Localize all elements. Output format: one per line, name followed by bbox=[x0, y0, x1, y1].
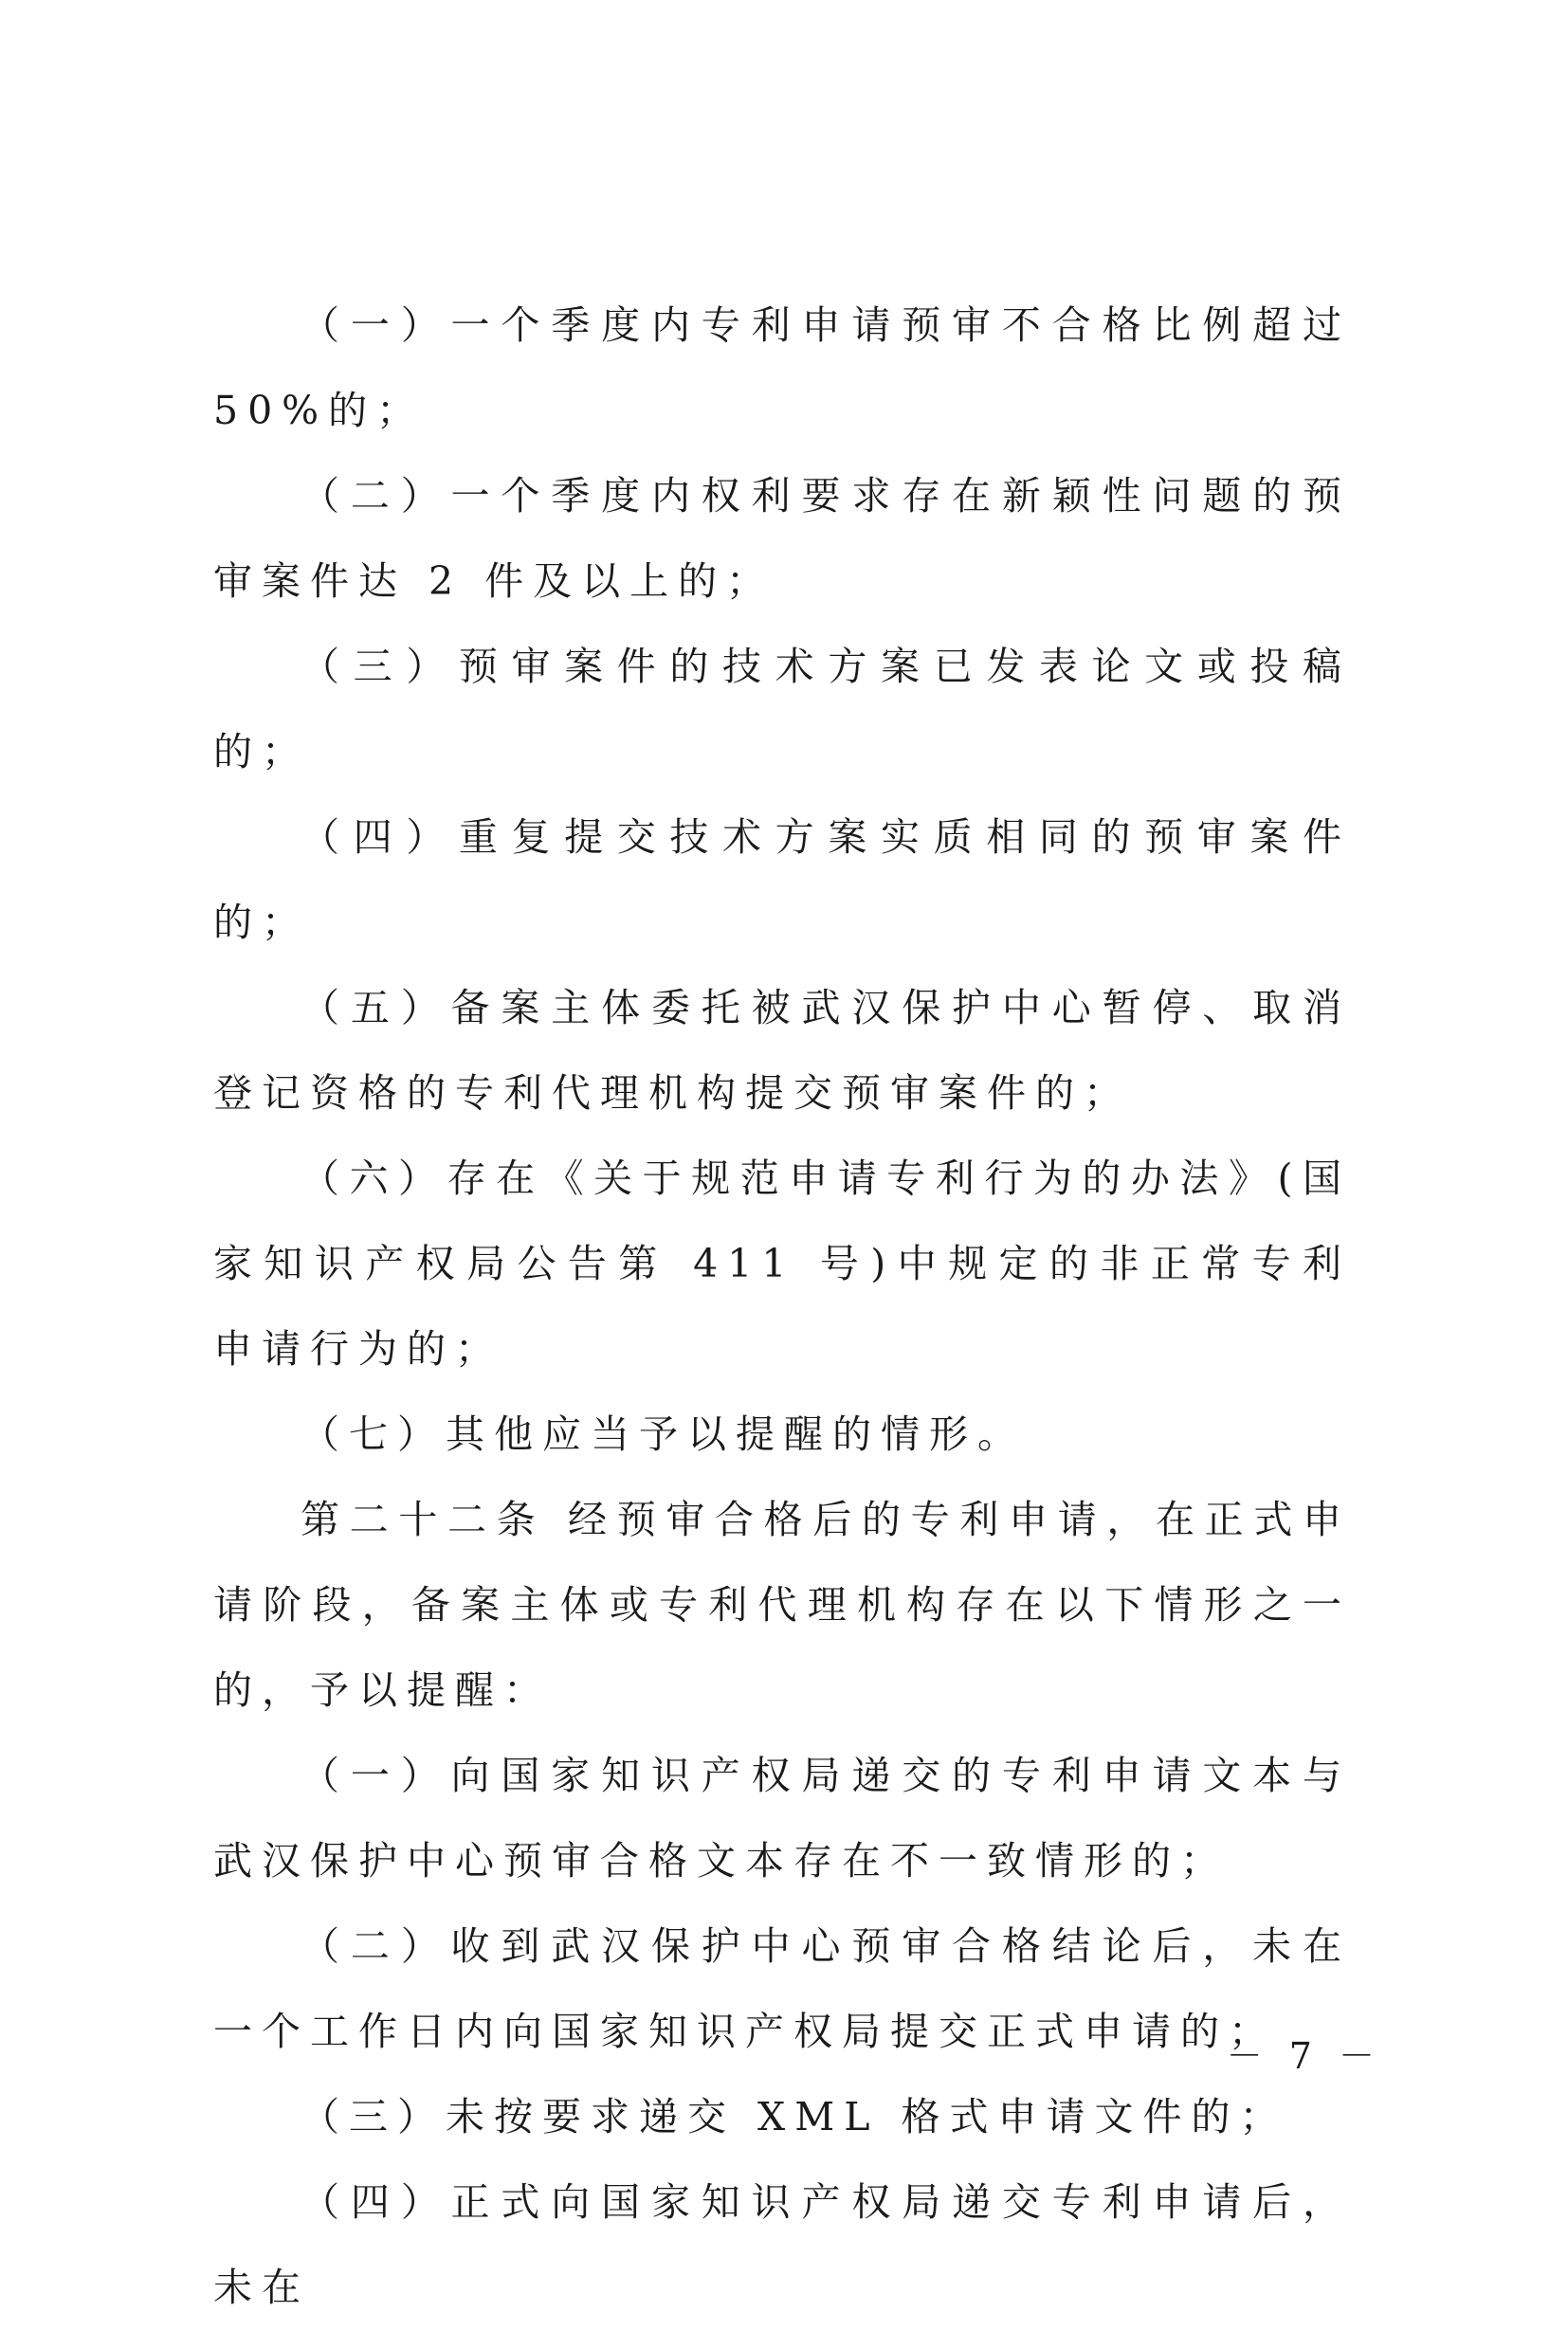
paragraph-item-1: （一）一个季度内专利申请预审不合格比例超过 50%的； bbox=[213, 302, 1351, 433]
page-number: － 7 － bbox=[1226, 2035, 1382, 2077]
paragraph-item-5: （五）备案主体委托被武汉保护中心暂停、取消登记资格的专利代理机构提交预审案件的； bbox=[213, 985, 1351, 1116]
paragraph-item-3: （三）预审案件的技术方案已发表论文或投稿的； bbox=[213, 644, 1351, 774]
paragraph-item-2: （二）一个季度内权利要求存在新颖性问题的预审案件达 2 件及以上的； bbox=[213, 473, 1351, 604]
paragraph-item-11: （三）未按要求递交 XML 格式申请文件的； bbox=[301, 2094, 1288, 2139]
paragraph-item-9: （一）向国家知识产权局递交的专利申请文本与武汉保护中心预审合格文本存在不一致情形的； bbox=[213, 1753, 1351, 1884]
paragraph-item-12: （四）正式向国家知识产权局递交专利申请后，未在 bbox=[213, 2179, 1351, 2310]
document-body bbox=[213, 282, 1351, 2330]
paragraph-item-6: （六）存在《关于规范申请专利行为的办法》(国家知识产权局公告第 411 号)中规定的非正常专利申请行为的； bbox=[213, 1156, 1351, 1372]
article-22-heading-paragraph: 第二十二条 经预审合格后的专利申请，在正式申请阶段，备案主体或专利代理机构存在以下情形之一的，予以提醒： bbox=[213, 1497, 1351, 1713]
paragraph-item-7: （七）其他应当予以提醒的情形。 bbox=[301, 1411, 1026, 1457]
paragraph-item-4: （四）重复提交技术方案实质相同的预审案件的； bbox=[213, 814, 1351, 945]
paragraph-item-10: （二）收到武汉保护中心预审合格结论后，未在一个工作日内向国家知识产权局提交正式申请的； bbox=[213, 1923, 1351, 2054]
